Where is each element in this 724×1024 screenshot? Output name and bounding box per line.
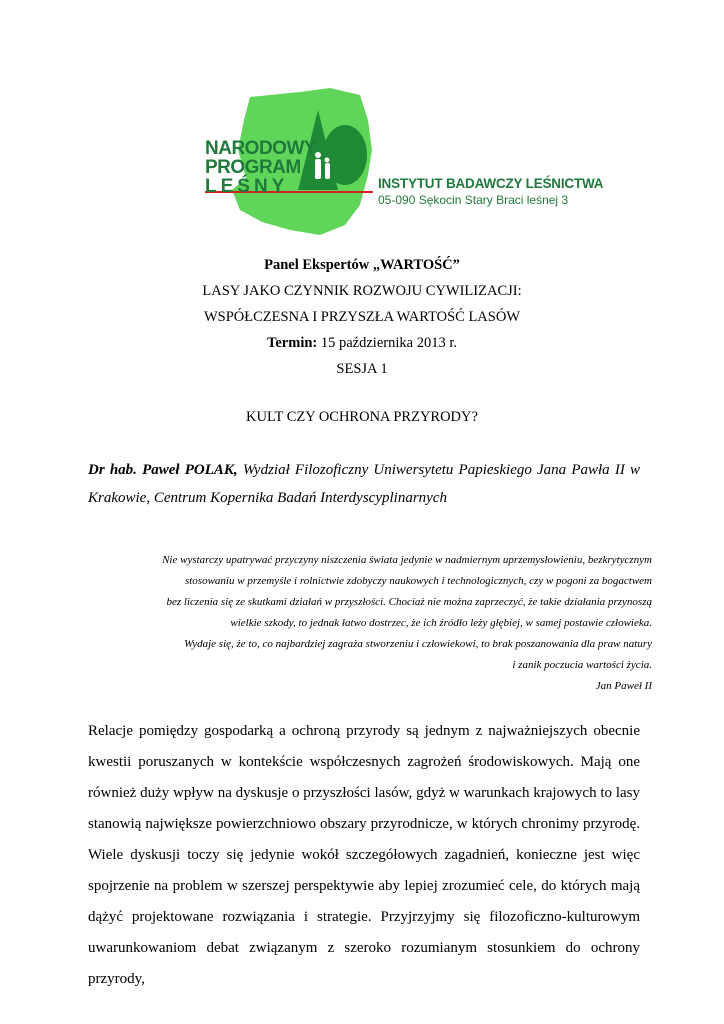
institute-name: INSTYTUT BADAWCZY LEŚNICTWA	[378, 176, 604, 191]
institute-address: 05-090 Sękocin Stary Braci leśnej 3	[378, 193, 569, 207]
quote-attribution: Jan Paweł II	[595, 680, 652, 692]
session-label: SESJA 1	[336, 361, 388, 377]
program-line-3: LEŚNY	[205, 176, 289, 197]
author-affiliation-1: Wydział Filozoficzny Uniwersytetu Papieskiego Jana Pawła II w	[237, 462, 640, 478]
institute-block	[378, 176, 603, 208]
term-value: 15 października 2013 r.	[317, 335, 457, 351]
body-line: również duży wpływ na dyskusje o przyszłości lasów, gdyż w warunkach krajowych to lasy	[88, 785, 640, 801]
program-line-1: NARODOWY	[205, 138, 317, 159]
poland-map-logo-icon	[0, 0, 724, 240]
quote-line: stosowaniu w przemyśle i rolnictwie zdobyczy naukowych i technologicznych, czy w pogoni za bogactwem	[184, 575, 652, 587]
author-name: Dr hab. Paweł POLAK,	[88, 462, 238, 478]
title-line-2: WSPÓŁCZESNA I PRZYSZŁA WARTOŚĆ LASÓW	[203, 309, 521, 325]
term-label: Termin:	[267, 335, 318, 351]
quote-line: Nie wystarczy upatrywać przyczyny niszczenia świata jedynie w nadmiernym uprzemysłowieniu, bezkrytycznym	[162, 554, 652, 566]
epigraph-quote	[60, 550, 652, 697]
logo-banner	[0, 0, 724, 240]
body-line: spojrzenie na problem w szerszej perspektywie aby lepiej zrozumieć cele, do których mają	[88, 878, 640, 894]
body-line: kwestii poruszanych w kontekście współczesnych zagrożeń środowiskowych. Mają one	[88, 754, 640, 770]
body-line: Wiele dyskusji toczy się jedynie wokół szczegółowych zagadnień, konieczne jest więc	[88, 847, 640, 863]
term-line	[0, 335, 724, 352]
body-line: uwarunkowaniom debat związanym z szeroko rozumianym stosunkiem do ochrony przyrody,	[88, 940, 640, 987]
body-line: Relacje pomiędzy gospodarką a ochroną przyrody są jednym z najważniejszych obecnie	[88, 723, 640, 739]
quote-line: bez liczenia się ze skutkami działań w przyszłości. Chociaż nie można zaprzeczyć, że takie działania przynoszą	[166, 596, 652, 608]
lecture-title: KULT CZY OCHRONA PRZYRODY?	[246, 409, 478, 425]
panel-title: Panel Ekspertów „WARTOŚĆ”	[264, 257, 460, 273]
program-name	[205, 139, 316, 196]
author-affiliation-2: Krakowie, Centrum Kopernika Badań Interdyscyplinarnych	[88, 490, 447, 506]
body-paragraph	[88, 716, 640, 995]
quote-line: Wydaje się, że to, co najbardziej zagraża stworzeniu i człowiekowi, to brak poszanowania dla praw natury	[184, 638, 652, 650]
program-line-2: PROGRAM	[205, 157, 301, 178]
author-block	[88, 456, 640, 512]
body-line: stanowią największe powierzchniowo obszary przyrodnicze, w których chronimy przyrodę.	[88, 816, 640, 832]
title-line-1: LASY JAKO CZYNNIK ROZWOJU CYWILIZACJI:	[202, 283, 522, 299]
quote-line: wielkie szkody, to jednak łatwo dostrzec, że ich źródło leży głębiej, w samej postawie człowieka.	[230, 617, 652, 629]
body-line: dążyć projektowane rozwiązania i strategie. Przyjrzyjmy się filozoficzno-kulturowym	[88, 909, 640, 925]
quote-line: i zanik poczucia wartości życia.	[512, 659, 652, 671]
author-line-1	[88, 456, 640, 484]
